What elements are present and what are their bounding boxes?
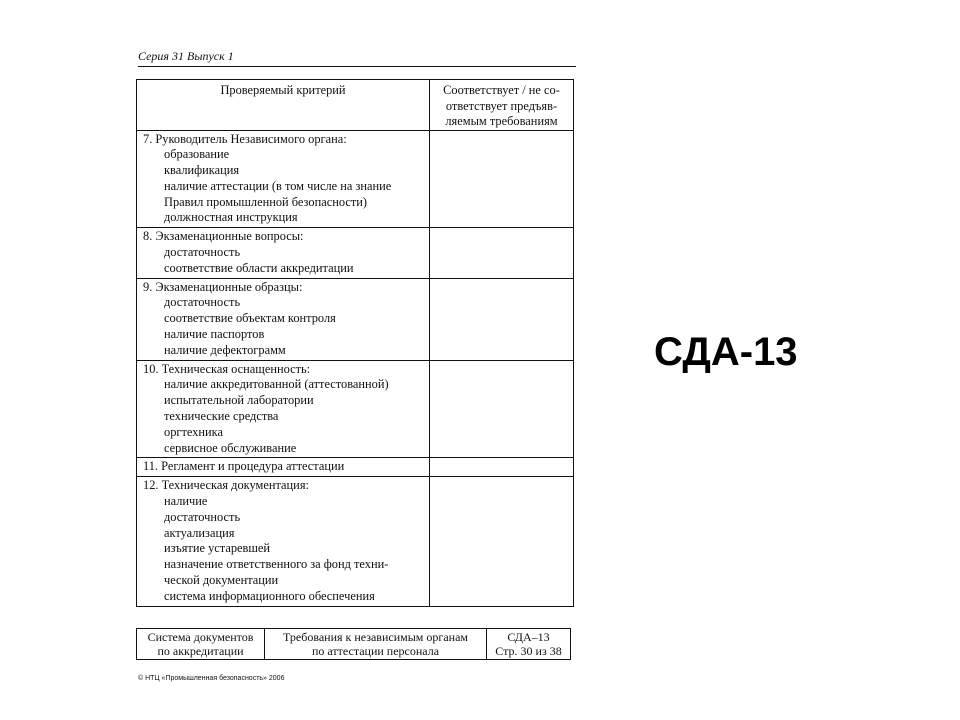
status-cell — [430, 360, 574, 458]
criterion-title: 12. Техническая документация: — [143, 478, 309, 493]
status-cell — [430, 130, 574, 228]
criterion-cell — [137, 130, 430, 228]
table-row — [137, 458, 574, 477]
series-header: Серия 31 Выпуск 1 — [138, 49, 234, 63]
column-header-criterion: Проверяемый критерий — [137, 80, 430, 131]
criterion-item: достаточность — [164, 509, 241, 524]
footer-page-cell — [487, 629, 571, 660]
criterion-item: соответствие объектам контроля — [164, 311, 336, 326]
criterion-item: Правил промышленной безопасности) — [164, 194, 368, 209]
criterion-item: наличие аттестации (в том числе на знание — [164, 178, 392, 193]
copyright-text: © НТЦ «Промышленная безопасность» 2006 — [138, 675, 285, 682]
status-cell — [430, 278, 574, 360]
criterion-cell — [137, 228, 430, 278]
criterion-item: актуализация — [164, 525, 235, 540]
criterion-item: изъятие устаревшей — [164, 541, 271, 556]
status-header-line: ляемым требованиям — [445, 114, 558, 128]
criterion-item: назначение ответственного за фонд техни- — [164, 557, 389, 572]
table-row — [137, 278, 574, 360]
criterion-cell — [137, 477, 430, 606]
document-footer — [136, 628, 571, 660]
criterion-item: наличие — [164, 494, 208, 509]
footer-line: Система документов — [147, 630, 254, 644]
status-header-line: Соответствует / не со- — [443, 83, 560, 97]
criterion-title: 8. Экзаменационные вопросы: — [143, 229, 304, 244]
table-header-row — [137, 80, 574, 131]
header-rule — [138, 66, 576, 67]
criterion-cell — [137, 458, 430, 477]
status-header-line: ответствует предъяв- — [445, 98, 558, 113]
footer-doc-code: СДА–13 — [507, 630, 550, 644]
criteria-table — [136, 79, 574, 607]
table-row — [137, 130, 574, 228]
criterion-item: достаточность — [164, 245, 241, 260]
criterion-item: достаточность — [164, 295, 241, 310]
footer-line: по аккредитации — [157, 644, 244, 658]
criterion-title: 10. Техническая оснащенность: — [143, 361, 311, 376]
criterion-item: образование — [164, 147, 230, 162]
criterion-item: оргтехника — [164, 424, 224, 439]
footer-page-number: Стр. 30 из 38 — [495, 644, 562, 658]
criterion-cell — [137, 278, 430, 360]
status-cell — [430, 477, 574, 606]
status-cell — [430, 228, 574, 278]
criterion-item: квалификация — [164, 163, 240, 178]
criterion-item: наличие аккредитованной (аттестованной) — [164, 377, 389, 392]
criterion-item: наличие дефектограмм — [164, 342, 286, 357]
criterion-item: испытательной лаборатории — [164, 393, 314, 408]
table-row — [137, 477, 574, 606]
criterion-item: технические средства — [164, 409, 279, 424]
criterion-item: сервисное обслуживание — [164, 440, 297, 455]
table-row — [137, 360, 574, 458]
criterion-title: 7. Руководитель Независимого органа: — [143, 131, 347, 146]
criterion-cell — [137, 360, 430, 458]
criterion-item: соответствие области аккредитации — [164, 260, 354, 275]
footer-title-cell — [265, 629, 487, 660]
criterion-item: ческой документации — [164, 573, 279, 588]
criterion-title: 11. Регламент и процедура аттестации — [143, 459, 345, 474]
footer-system-cell — [137, 629, 265, 660]
criterion-item: наличие паспортов — [164, 327, 265, 342]
footer-line: по аттестации персонала — [311, 644, 440, 658]
slide-label: СДА-13 — [654, 330, 798, 374]
column-header-status — [430, 80, 574, 131]
criterion-title: 9. Экзаменационные образцы: — [143, 279, 303, 294]
criterion-item: система информационного обеспечения — [164, 588, 375, 603]
criterion-item: должностная инструкция — [164, 210, 298, 225]
status-cell — [430, 458, 574, 477]
table-row — [137, 228, 574, 278]
footer-line: Требования к независимым органам — [283, 630, 468, 644]
